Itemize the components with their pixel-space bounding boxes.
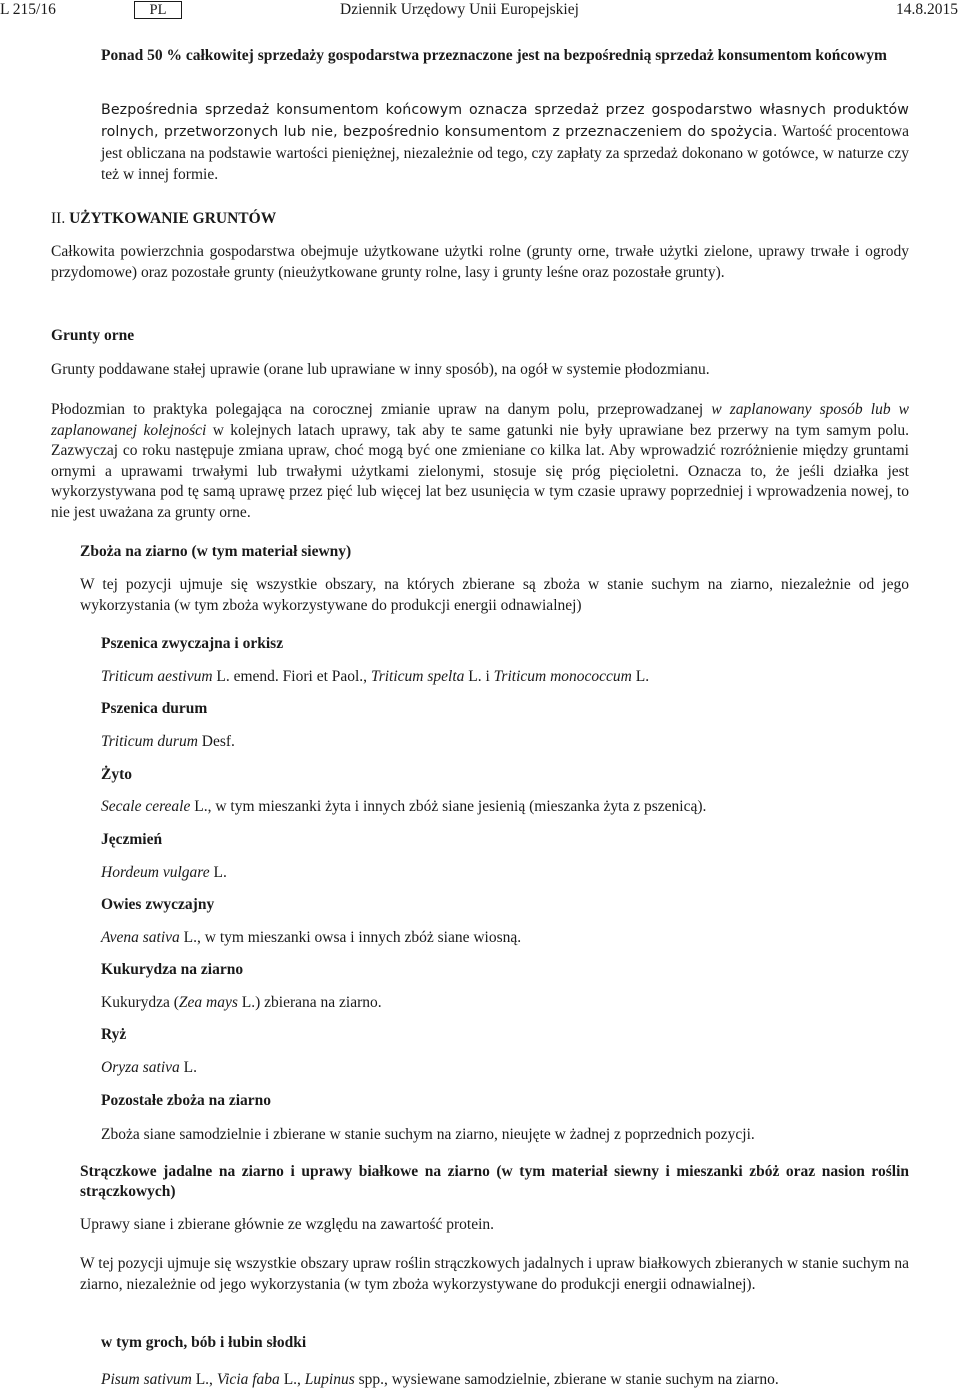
- latin-name: Hordeum vulgare: [101, 864, 210, 881]
- rotation-text-c: w kolejnych latach uprawy, tak aby te same gatunki nie były uprawiane bez przerwy na tym samym polu. Zazwyczaj co roku następuje zmiana upraw, choć mogą być one zmieniane co kilka lat. Aby wprowadzić rozróżnienie między gruntami ornymi a uprawami trwałymi lub trwałymi użytkami zielonymi, stosuje się próg pięcioletni. Oznacza to, że jeśli działka jest wykorzystywana pod tę samą uprawę przez pięć lub więcej lat bez usunięcia w tym czasie uprawy poprzedniej i wprowadzenia nowej, to nie jest uważana za grunty orne.: [51, 421, 910, 521]
- section-intro: Całkowita powierzchnia gospodarstwa obejmuje użytkowane użytki rolne (grunty orne, trwałe użytki zielone, uprawy trwałe i ogrody przydomowe) oraz pozostałe grunty (nieużytkowane grunty rolne, lasy i grunty leśne oraz pozostałe grunty).: [51, 243, 909, 281]
- cereal-item-title: Kukurydza na ziarno: [101, 961, 244, 978]
- cereal-item-title: Żyto: [101, 766, 132, 783]
- cereal-item-description: [101, 993, 909, 1012]
- cereal-item-title: Jęczmień: [101, 831, 163, 848]
- rotation-text-a: Płodozmian to praktyka polegająca na corocznej zmianie upraw na danym polu, przeprowadzanej: [51, 401, 712, 418]
- section-number: II.: [51, 210, 66, 227]
- language-badge: PL: [134, 1, 182, 19]
- cereal-item-description: [101, 863, 909, 882]
- latin-name: Triticum durum: [101, 733, 198, 750]
- text-segment: L., w tym mieszanki owsa i innych zbóż siane wiosną.: [179, 929, 522, 946]
- rotation-text-italic: w zaplanowany sposób lub w zaplanowanej kolejności: [51, 401, 909, 439]
- cereal-item-title: Ryż: [101, 1026, 127, 1043]
- text-segment: Zboża siane samodzielnie i zbierane w stanie suchym na ziarno, nieujęte w żadnej z poprzednich pozycji.: [101, 1126, 755, 1143]
- cereals-description: W tej pozycji ujmuje się wszystkie obszary, na których zbierane są zboża w stanie suchym na ziarno, niezależnie od jego wykorzystania (w tym zboża wykorzystywane do produkcji energii odnawialnej): [80, 576, 909, 614]
- page-reference: L 215/16: [0, 1, 56, 18]
- arable-heading: Grunty orne: [51, 327, 135, 344]
- text-segment: L.,: [279, 1371, 305, 1388]
- text-segment: L.: [179, 1059, 198, 1076]
- text-segment: spp., wysiewane samodzielnie, zbierane w stanie suchym na ziarno.: [354, 1371, 779, 1388]
- section-heading: [51, 209, 851, 228]
- pulses-paragraph-1: Uprawy siane i zbierane głównie ze względu na zawartość protein.: [80, 1216, 495, 1233]
- cereals-heading: Zboża na ziarno (w tym materiał siewny): [80, 543, 352, 560]
- text-segment: Kukurydza (: [101, 994, 179, 1011]
- text-segment: L.: [209, 864, 227, 881]
- page-header: [0, 0, 960, 22]
- cereal-item-title: Pozostałe zboża na ziarno: [101, 1092, 272, 1109]
- cereal-item-description: [101, 732, 909, 751]
- arable-definition: Grunty poddawane stałej uprawie (orane lub uprawiane w inny sposób), na ogół w systemie płodozmianu.: [51, 361, 710, 378]
- pulses-paragraph-2: W tej pozycji ujmuje się wszystkie obszary upraw roślin strączkowych jadalnych i upraw białkowych zbieranych w stanie suchym na ziarno, niezależnie od jego wykorzystania (w tym zboża wykorzystywane do produkcji energii odnawialnej).: [80, 1255, 909, 1293]
- journal-title: Dziennik Urzędowy Unii Europejskiej: [340, 1, 579, 18]
- text-segment: L.,: [191, 1371, 217, 1388]
- text-segment: Desf.: [197, 733, 235, 750]
- latin-name: Avena sativa: [101, 929, 180, 946]
- intro-paragraph-part1: Bezpośrednia sprzedaż konsumentom końcowym oznacza sprzedaż przez gospodarstwo własnych produktów rolnych, przetworzonych lub nie, bezpośrednio konsumentom z przeznaczeniem do spożycia.: [101, 102, 909, 140]
- intro-heading: Ponad 50 % całkowitej sprzedaży gospodarstwa przeznaczone jest na bezpośrednią sprzedaż konsumentom końcowym: [101, 47, 887, 64]
- publication-date: 14.8.2015: [896, 1, 958, 18]
- intro-paragraph-part2: Wartość procentowa jest obliczana na podstawie wartości pieniężnej, niezależnie od tego, czy zapłaty za sprzedaż dokonano w gotówce, w naturze czy też w innej formie.: [101, 123, 909, 183]
- cereal-item-title: Pszenica zwyczajna i orkisz: [101, 635, 284, 652]
- text-segment: L., w tym mieszanki żyta i innych zbóż siane jesienią (mieszanka żyta z pszenicą).: [190, 798, 707, 815]
- pulses-subheading: w tym groch, bób i łubin słodki: [101, 1334, 307, 1351]
- text-segment: L. i: [464, 668, 494, 685]
- cereal-item-description: [101, 1058, 909, 1077]
- latin-name: Oryza sativa: [101, 1059, 180, 1076]
- pulses-subparagraph: [101, 1370, 909, 1389]
- text-segment: L. emend. Fiori et Paol.,: [212, 668, 371, 685]
- intro-paragraph: [101, 99, 909, 185]
- latin-name: Triticum aestivum: [101, 668, 213, 685]
- cereal-item-description: [101, 928, 909, 947]
- pulses-heading: Strączkowe jadalne na ziarno i uprawy białkowe na ziarno (w tym materiał siewny i mieszanki zbóż oraz nasion roślin strączkowych): [80, 1163, 909, 1200]
- latin-name: Vicia faba: [216, 1371, 280, 1388]
- cereal-item-description: [101, 797, 909, 816]
- text-segment: L.) zbierana na ziarno.: [237, 994, 382, 1011]
- latin-name: Secale cereale: [101, 798, 191, 815]
- latin-name: Pisum sativum: [101, 1371, 192, 1388]
- cereal-item-description: [101, 667, 909, 686]
- text-segment: L.: [631, 668, 650, 685]
- latin-name: Lupinus: [304, 1371, 355, 1388]
- cereal-item-description: [101, 1125, 909, 1144]
- latin-name: Triticum spelta: [370, 668, 465, 685]
- cereal-item-title: Pszenica durum: [101, 700, 208, 717]
- section-title: UŻYTKOWANIE GRUNTÓW: [69, 210, 277, 227]
- latin-name: Zea mays: [178, 994, 238, 1011]
- cereal-item-title: Owies zwyczajny: [101, 896, 215, 913]
- crop-rotation-paragraph: [51, 400, 909, 524]
- latin-name: Triticum monococcum: [493, 668, 632, 685]
